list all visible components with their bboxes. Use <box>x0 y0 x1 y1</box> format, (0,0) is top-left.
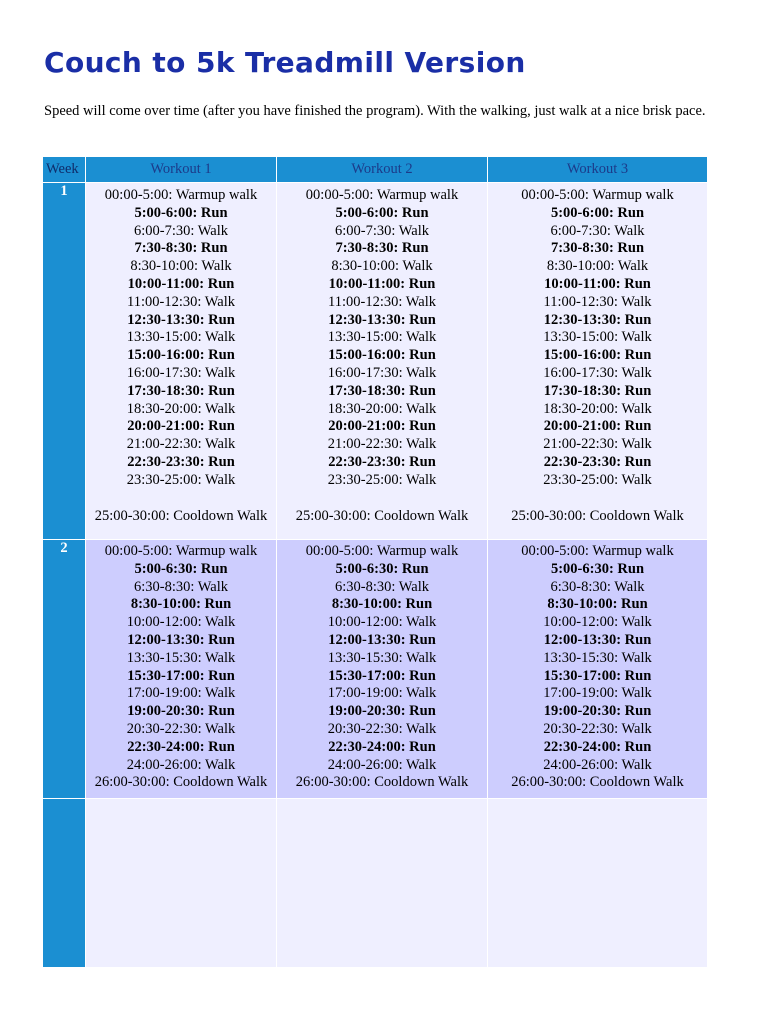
walk-interval: 6:30-8:30: Walk <box>550 578 645 595</box>
walk-interval: 6:00-7:30: Walk <box>334 222 430 239</box>
walk-interval: 6:30-8:30: Walk <box>133 578 229 595</box>
run-interval: 15:00-16:00: Run <box>328 347 436 364</box>
walk-interval: 16:00-17:30: Walk <box>126 364 236 381</box>
walk-interval: 26:00-30:00: Cooldown Walk <box>94 774 268 791</box>
walk-interval: 13:30-15:00: Walk <box>126 329 236 346</box>
run-interval: 22:30-23:30: Run <box>328 453 436 470</box>
walk-interval: 23:30-25:00: Walk <box>543 471 652 488</box>
workout-steps <box>86 187 276 525</box>
run-interval: 12:30-13:30: Run <box>328 311 436 328</box>
week-row-1 <box>43 183 708 540</box>
run-interval: 5:00-6:30: Run <box>335 560 429 577</box>
page-title: Couch to 5k Treadmill Version <box>44 46 526 79</box>
intro-text: Speed will come over time (after you have finished the program). With the walking, just walk at a nice brisk pace. <box>44 103 706 119</box>
workout-cell <box>277 799 488 968</box>
walk-interval: 18:30-20:00: Walk <box>327 400 437 417</box>
run-interval: 17:30-18:30: Run <box>543 382 652 399</box>
run-interval: 5:00-6:00: Run <box>335 204 429 221</box>
walk-interval: 18:30-20:00: Walk <box>126 400 236 417</box>
run-interval: 15:30-17:00: Run <box>328 667 436 684</box>
run-interval: 5:00-6:00: Run <box>134 204 228 221</box>
week-row-2 <box>43 540 708 799</box>
workout-cell <box>277 183 488 540</box>
week-number: 1 <box>43 183 86 540</box>
week-number: 2 <box>43 540 86 799</box>
workout-steps <box>488 543 707 792</box>
week-number <box>43 799 86 968</box>
walk-interval: 10:00-12:00: Walk <box>126 614 236 631</box>
walk-interval: 23:30-25:00: Walk <box>327 471 437 488</box>
walk-interval: 00:00-5:00: Warmup walk <box>521 187 674 203</box>
run-interval: 22:30-24:00: Run <box>543 738 652 755</box>
run-interval: 8:30-10:00: Run <box>547 596 648 613</box>
walk-interval: 13:30-15:30: Walk <box>327 649 437 666</box>
workout-steps <box>277 187 487 525</box>
walk-interval: 13:30-15:00: Walk <box>327 329 437 346</box>
run-interval: 20:00-21:00: Run <box>127 418 235 435</box>
workout-steps <box>277 543 487 792</box>
run-interval: 10:00-11:00: Run <box>328 275 436 292</box>
workout-cell <box>488 183 708 540</box>
walk-interval: 13:30-15:00: Walk <box>543 329 652 346</box>
walk-interval: 25:00-30:00: Cooldown Walk <box>94 507 268 524</box>
walk-interval: 17:00-19:00: Walk <box>327 685 437 702</box>
run-interval: 7:30-8:30: Run <box>550 240 645 257</box>
walk-interval: 16:00-17:30: Walk <box>327 364 437 381</box>
walk-interval: 6:30-8:30: Walk <box>334 578 430 595</box>
workout-cell <box>488 799 708 968</box>
workout-steps <box>86 543 276 792</box>
walk-interval: 18:30-20:00: Walk <box>543 400 652 417</box>
run-interval: 8:30-10:00: Run <box>130 596 232 613</box>
walk-interval: 20:30-22:30: Walk <box>543 720 652 737</box>
run-interval: 22:30-23:30: Run <box>127 453 235 470</box>
walk-interval: 8:30-10:00: Walk <box>331 258 433 275</box>
walk-interval: 6:00-7:30: Walk <box>133 222 229 239</box>
run-interval: 15:00-16:00: Run <box>127 347 235 364</box>
run-interval: 12:00-13:30: Run <box>328 631 436 648</box>
walk-interval: 20:30-22:30: Walk <box>327 720 437 737</box>
run-interval: 8:30-10:00: Run <box>331 596 433 613</box>
walk-interval: 00:00-5:00: Warmup walk <box>521 543 674 559</box>
run-interval: 5:00-6:30: Run <box>134 560 228 577</box>
workout-cell <box>86 183 277 540</box>
run-interval: 22:30-23:30: Run <box>543 453 652 470</box>
walk-interval: 11:00-12:30: Walk <box>543 293 652 310</box>
walk-interval: 00:00-5:00: Warmup walk <box>104 187 258 203</box>
walk-interval: 21:00-22:30: Walk <box>126 436 236 453</box>
run-interval: 10:00-11:00: Run <box>127 275 235 292</box>
walk-interval: 16:00-17:30: Walk <box>543 364 652 381</box>
header-week: Week <box>43 157 86 183</box>
walk-interval: 24:00-26:00: Walk <box>543 756 652 773</box>
walk-interval: 10:00-12:00: Walk <box>327 614 437 631</box>
run-interval: 12:00-13:30: Run <box>127 631 235 648</box>
run-interval: 17:30-18:30: Run <box>127 382 235 399</box>
walk-interval: 17:00-19:00: Walk <box>543 685 652 702</box>
workout-cell <box>86 540 277 799</box>
walk-interval: 26:00-30:00: Cooldown Walk <box>511 774 684 791</box>
week-row-3 <box>43 799 708 968</box>
walk-interval: 24:00-26:00: Walk <box>327 756 437 773</box>
workout-cell <box>488 540 708 799</box>
header-workout-3: Workout 3 <box>488 157 708 183</box>
schedule-table <box>42 156 708 968</box>
walk-interval: 10:00-12:00: Walk <box>543 614 652 631</box>
run-interval: 22:30-24:00: Run <box>328 738 436 755</box>
walk-interval: 26:00-30:00: Cooldown Walk <box>295 774 469 791</box>
walk-interval: 17:00-19:00: Walk <box>126 685 236 702</box>
header-workout-1: Workout 1 <box>86 157 277 183</box>
walk-interval: 21:00-22:30: Walk <box>327 436 437 453</box>
run-interval: 22:30-24:00: Run <box>127 738 235 755</box>
walk-interval: 23:30-25:00: Walk <box>126 471 236 488</box>
run-interval: 19:00-20:30: Run <box>127 703 235 720</box>
run-interval: 7:30-8:30: Run <box>134 240 228 257</box>
run-interval: 12:00-13:30: Run <box>543 631 652 648</box>
walk-interval: 00:00-5:00: Warmup walk <box>104 543 258 559</box>
walk-interval: 00:00-5:00: Warmup walk <box>305 543 459 559</box>
header-workout-2: Workout 2 <box>277 157 488 183</box>
run-interval: 17:30-18:30: Run <box>328 382 436 399</box>
run-interval: 10:00-11:00: Run <box>544 275 651 292</box>
run-interval: 20:00-21:00: Run <box>328 418 436 435</box>
workout-cell <box>86 799 277 968</box>
run-interval: 5:00-6:30: Run <box>550 560 645 577</box>
workout-steps <box>488 187 707 525</box>
workout-cell <box>277 540 488 799</box>
header-row <box>43 157 708 183</box>
walk-interval: 8:30-10:00: Walk <box>546 258 649 275</box>
run-interval: 19:00-20:30: Run <box>543 703 652 720</box>
run-interval: 15:30-17:00: Run <box>543 667 652 684</box>
run-interval: 5:00-6:00: Run <box>550 204 645 221</box>
run-interval: 15:00-16:00: Run <box>543 347 652 364</box>
walk-interval: 24:00-26:00: Walk <box>126 756 236 773</box>
walk-interval: 13:30-15:30: Walk <box>543 649 652 666</box>
walk-interval: 11:00-12:30: Walk <box>328 293 436 310</box>
run-interval: 19:00-20:30: Run <box>328 703 436 720</box>
walk-interval: 20:30-22:30: Walk <box>126 720 236 737</box>
walk-interval: 13:30-15:30: Walk <box>126 649 236 666</box>
walk-interval: 25:00-30:00: Cooldown Walk <box>511 507 684 524</box>
run-interval: 7:30-8:30: Run <box>335 240 429 257</box>
run-interval: 12:30-13:30: Run <box>127 311 235 328</box>
walk-interval: 8:30-10:00: Walk <box>130 258 232 275</box>
walk-interval: 21:00-22:30: Walk <box>543 436 652 453</box>
walk-interval: 25:00-30:00: Cooldown Walk <box>295 507 469 524</box>
run-interval: 20:00-21:00: Run <box>543 418 652 435</box>
walk-interval: 11:00-12:30: Walk <box>127 293 235 310</box>
walk-interval: 00:00-5:00: Warmup walk <box>305 187 459 203</box>
run-interval: 15:30-17:00: Run <box>127 667 235 684</box>
run-interval: 12:30-13:30: Run <box>543 311 652 328</box>
walk-interval: 6:00-7:30: Walk <box>550 222 645 239</box>
